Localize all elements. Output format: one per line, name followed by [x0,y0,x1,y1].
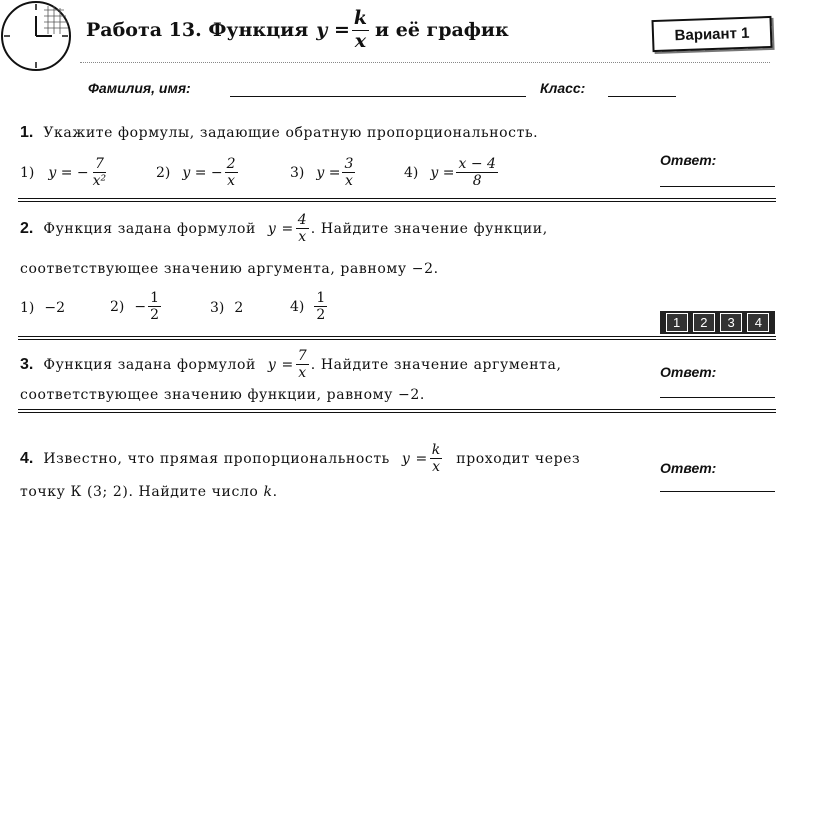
task1-option-1-lhs: y = − [48,164,89,181]
task4-num: k [431,442,441,458]
task3-question [20,348,562,381]
task2-option-2-num: 1 [150,290,160,306]
class-label: Класс: [540,80,586,96]
task4-text-end: . [272,484,278,500]
task2-choice-1[interactable]: 1 [666,313,688,332]
task3-text-c: соответствующее значению функции, равному −2. [20,387,425,403]
task2-option-3-number: 3) [210,300,225,316]
task2-option-3-value: 2 [234,300,244,316]
task2-option-4 [290,290,329,323]
task1-option-2-fraction [225,156,238,189]
task4-number: 4. [20,449,34,467]
task2-option-2-number: 2) [110,298,125,315]
task2-den: x [298,229,307,246]
task3-den: x [298,365,307,382]
page-title [86,8,509,53]
task4-text-c-row [20,484,278,500]
task1-answer-field[interactable] [660,186,775,187]
task1-option-2-number: 2) [156,164,171,181]
class-field[interactable] [608,96,676,97]
header-divider [80,62,770,63]
task1-option-3-lhs: y = [316,164,341,181]
title-suffix: и её график [375,19,509,42]
task3-answer-field[interactable] [660,397,775,398]
task1-option-1-num: 7 [94,156,104,172]
task3-number: 3. [20,355,34,373]
task4-den: x [432,459,440,476]
task2-choice-3[interactable]: 3 [720,313,742,332]
task1-text: Укажите формулы, задающие обратную пропорциональность. [43,125,539,141]
task4-text-c: точку К (3; 2). Найдите число [20,484,259,500]
task4-lhs: y = [401,450,428,467]
task2-lhs: y = [267,220,294,237]
task1-option-1-number: 1) [20,164,35,181]
task2-option-2-den: 2 [150,307,160,324]
task1-option-3-fraction [342,156,355,189]
task2-text-b: . Найдите значение функции, [310,220,548,237]
task1-option-4-num: x − 4 [458,156,496,172]
task2-choice-2[interactable]: 2 [693,313,715,332]
task3-text-b: . Найдите значение аргумента, [310,356,562,373]
task2-option-2 [110,290,163,323]
task2-number: 2. [20,219,34,237]
title-prefix: Работа 13. Функция [86,19,309,42]
task2-option-4-den: 2 [316,307,326,324]
title-fraction [352,8,369,53]
task1-option-4 [404,156,500,189]
task2-question [20,212,548,245]
task1-divider [18,198,776,202]
name-label: Фамилия, имя: [88,80,191,96]
title-fraction-num: k [353,7,368,29]
task1-option-4-lhs: y = [430,164,455,181]
title-fraction-den: x [354,29,367,52]
clock-icon [0,0,74,74]
task4-text-a: Известно, что прямая пропорциональность [43,450,390,467]
task1-number: 1. [20,124,34,141]
task2-option-2-sign: − [134,298,147,315]
task1-option-2 [156,156,240,189]
task3-divider [18,409,776,413]
task3-fraction [296,348,309,381]
task1-option-4-fraction [456,156,497,189]
task1-option-3-den: x [344,173,353,190]
task2-num: 4 [297,212,307,228]
task2-fraction [296,212,309,245]
variant-label: Вариант 1 [674,24,750,44]
task1-option-1-fraction [91,156,109,189]
task1-option-3-num: 3 [344,156,354,172]
task1-option-1 [20,156,110,189]
task1-option-2-lhs: y = − [182,164,223,181]
task2-option-3 [210,300,243,316]
title-formula-lhs: y = [316,19,350,42]
task4-fraction [430,442,442,475]
task1-option-4-den: 8 [472,173,482,190]
task3-num: 7 [297,348,307,364]
task1-option-3-number: 3) [290,164,305,181]
task3-lhs: y = [267,356,294,373]
task1-answer-label: Ответ: [660,152,717,168]
task4-text-var: k [263,484,273,500]
variant-badge [651,16,772,52]
task2-option-4-fraction [314,290,327,323]
task2-text-a: Функция задана формулой [43,220,256,237]
task2-option-2-fraction [148,290,161,323]
task2-option-4-num: 1 [316,290,326,306]
task2-option-1-number: 1) [20,300,35,316]
task3-text-a: Функция задана формулой [43,356,256,373]
task4-text-b: проходит через [456,450,581,467]
task2-option-1-value: −2 [44,300,66,316]
task4-answer-field[interactable] [660,491,775,492]
task2-choice-4[interactable]: 4 [747,313,769,332]
task4-answer-label: Ответ: [660,460,717,476]
task2-option-1 [20,300,65,316]
task2-text-c: соответствующее значению аргумента, равному −2. [20,261,439,277]
task4-question [20,442,580,475]
task1-option-4-number: 4) [404,164,419,181]
task1-option-2-den: x [227,173,236,190]
task2-answer-choices [660,311,775,334]
task1-option-2-num: 2 [226,156,236,172]
task2-divider [18,336,776,340]
task1-question [20,124,538,142]
name-field[interactable] [230,96,526,97]
task2-option-4-number: 4) [290,298,305,315]
task1-option-1-den: x² [92,173,107,190]
task3-answer-label: Ответ: [660,364,717,380]
task1-option-3 [290,156,357,189]
